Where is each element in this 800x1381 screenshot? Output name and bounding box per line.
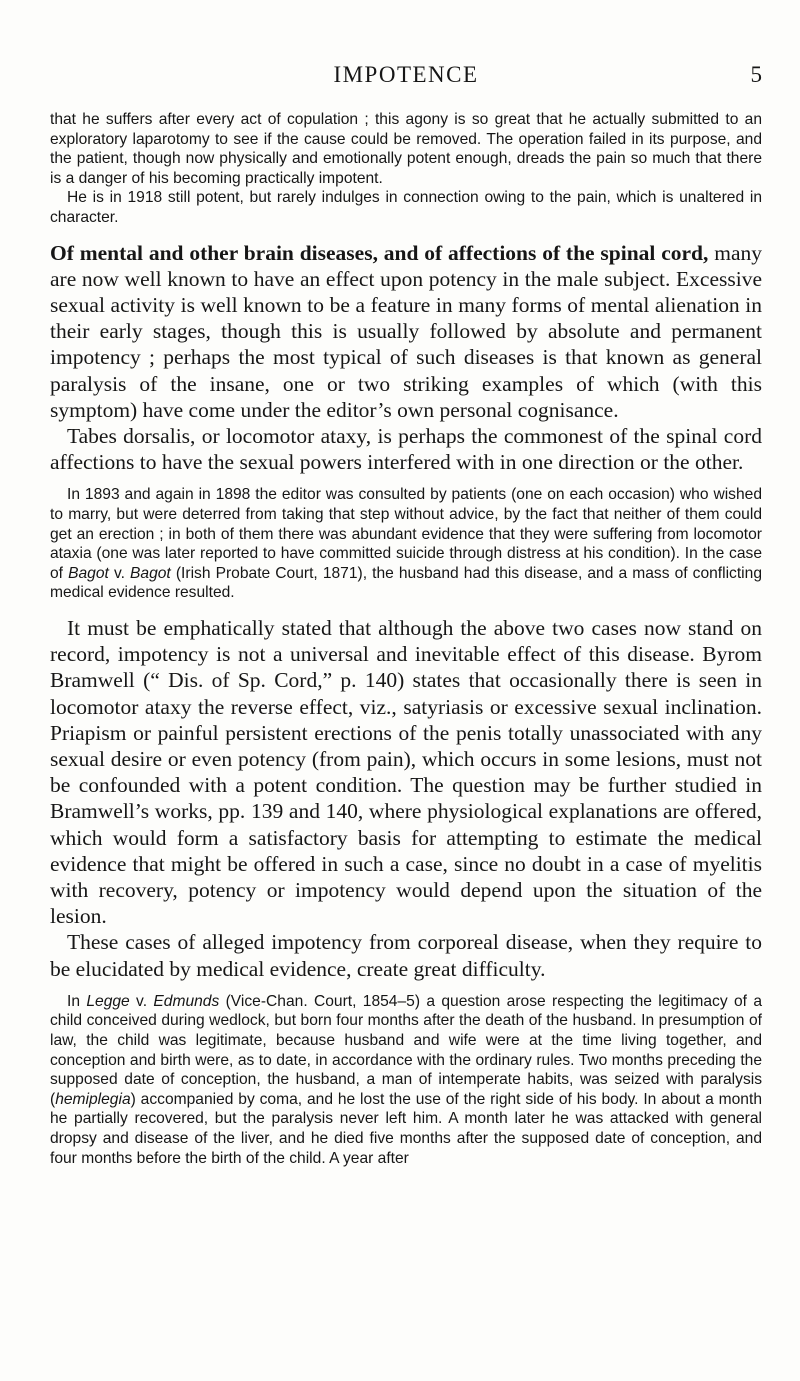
paragraph-tabes-dorsalis: Tabes dorsalis, or locomotor ataxy, is perhaps the commonest of the spinal cord affections to have the sexual powers interfered with in one direction or the other. — [50, 423, 762, 475]
paragraph-impotency-not-universal: It must be emphatically stated that although the above two cases now stand on record, impotency is not a universal and inevitable effect of this disease. Byrom Bramwell (“ Dis. of Sp. Cord,” p. 140) states that occasionally there is seen in locomotor ataxy the reverse effect, viz., satyriasis or excessive sexual inclination. Priapism or painful persistent erections of the penis totally unassociated with any sexual desire or even potency (from pain), which occurs in some lesions, must not be confounded with a potent condition. The question may be further studied in Bramwell’s works, pp. 139 and 140, where physiological explanations are offered, which would form a satisfactory basis for attempting to estimate the medical evidence that might be offered in such a case, since no doubt in a case of myelitis with recovery, potency or impotency would depend upon the situation of the lesion. — [50, 615, 762, 929]
text-run: In 1893 and again in 1898 the editor was consulted by patients (one on each occasion) who wished to marry, but were deterred from taking that step without advice, by the fact that neither of them could get an erection ; in both of them there was abundant evidence that they were suffering from locomotor ataxia (one was later reported to have committed suicide through distress at his condition). In the case of — [50, 486, 762, 582]
case-name: Legge — [86, 992, 130, 1010]
case-name: Edmunds — [153, 992, 220, 1010]
paragraph-body: many are now well known to have an effect upon potency in the male subject. Excessive sexual activity is well known to be a feature in many forms of mental alienation in their early stages, though this is usually followed by absolute and permanent impotency ; perhaps the most typical of such diseases is that known as general paralysis of the insane, one or two striking examples of which (with this symptom) have come under the editor’s own personal cognisance. — [50, 240, 762, 422]
case-name: Bagot — [130, 564, 171, 582]
paragraph-lead-heading: Of mental and other brain diseases, and of affections of the spinal cord, — [50, 240, 709, 265]
text-run: ) accompanied by coma, and he lost the use of the right side of his body. In about a month he partially recovered, but the paralysis never left him. A month later he was attacked with general dropsy and disease of the liver, and he died five months after the supposed date of conception, and four months before the birth of the child. A year after — [50, 1090, 762, 1167]
paragraph-locomotor-ataxia-cases — [50, 485, 762, 603]
page-header — [50, 62, 762, 96]
page-number: 5 — [750, 62, 762, 87]
text-run: v. — [108, 564, 130, 582]
paragraph-legge-v-edmunds — [50, 992, 762, 1168]
book-page — [50, 62, 762, 1168]
paragraph-mental-brain-diseases — [50, 240, 762, 423]
paragraph-case-followup: He is in 1918 still potent, but rarely indulges in connection owing to the pain, which is unaltered in character. — [50, 189, 762, 226]
paragraph-corporeal-disease: These cases of alleged impotency from corporeal disease, when they require to be elucidated by medical evidence, create great difficulty. — [50, 930, 762, 981]
text-run: (Vice-Chan. Court, 1854–5) a question arose respecting the legitimacy of a child conceived during wedlock, but born four months after the death of the husband. In presumption of law, the child was legitimate, because husband and wife were at the time living together, and conception and birth were, as to date, in accordance with the ordinary rules. Two months preceding the supposed date of conception, the husband, a man of intemperate habits, was seized with paralysis ( — [50, 992, 762, 1108]
paragraph-case-continuation: that he suffers after every act of copulation ; this agony is so great that he actually submitted to an exploratory laparotomy to see if the cause could be removed. The operation failed in its purpose, and the patient, though now physically and emotionally potent enough, dreads the pain so much that there is a danger of his becoming practically impotent. — [50, 111, 762, 187]
text-run: In — [67, 992, 87, 1010]
case-name: Bagot — [68, 564, 109, 582]
text-run: v. — [129, 992, 154, 1010]
medical-term: hemiplegia — [55, 1090, 131, 1108]
text-run: (Irish Probate Court, 1871), the husband had this disease, and a mass of conflicting medical evidence resulted. — [50, 564, 762, 602]
running-title: IMPOTENCE — [333, 62, 479, 87]
